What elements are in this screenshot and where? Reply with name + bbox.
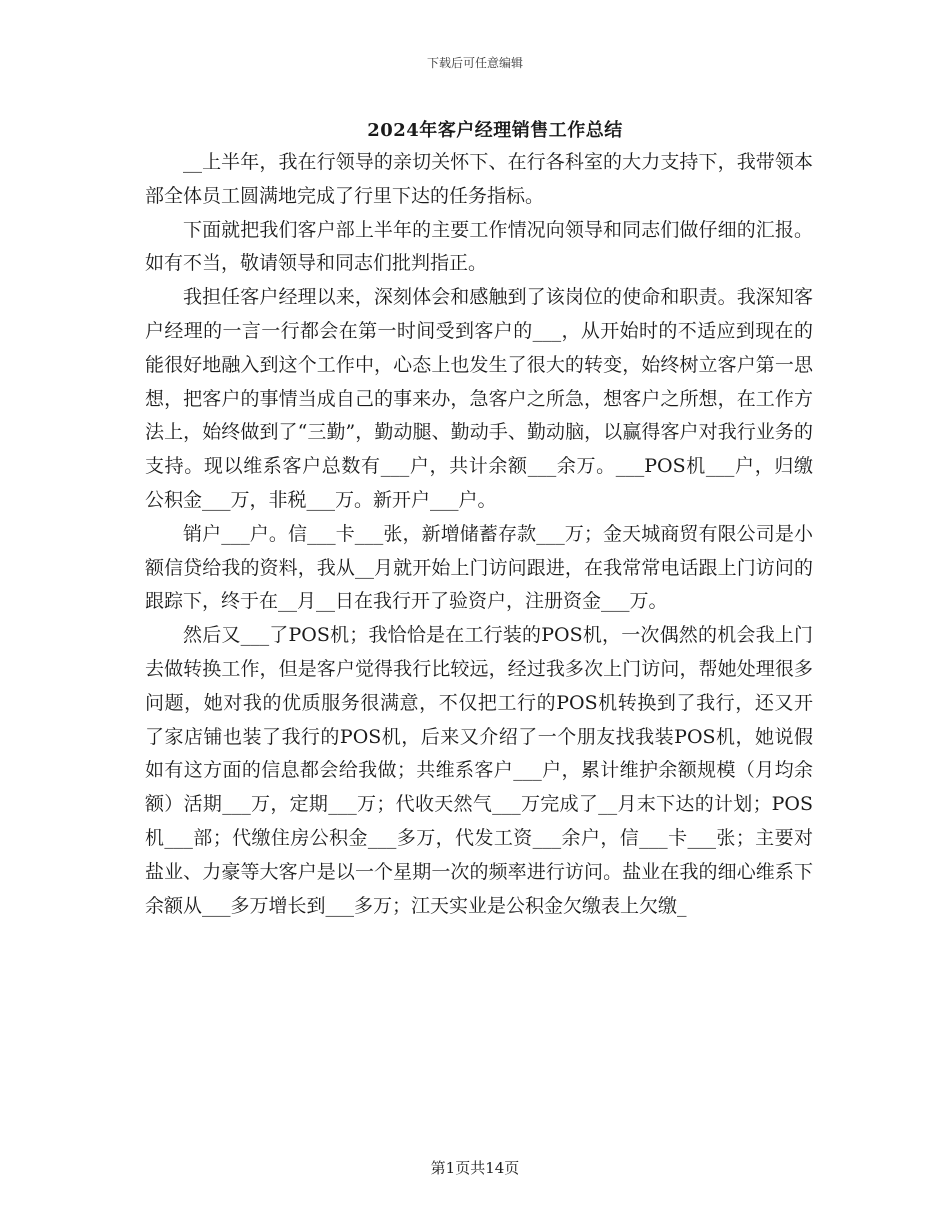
paragraph-3: 我担任客户经理以来，深刻体会和感触到了该岗位的使命和职责。我深知客户经理的一言一行都会在第一时间受到客户的___，从开始时的不适应到现在的能很好地融入到这个工作中，心态上也发生了很大的转变，始终树立客户第一思想，把客户的事情当成自己的事来办，急客户之所急，想客户之所想，在工作方法上，始终做到了“三勤”，勤动腿、勤动手、勤动脑，以赢得客户对我行业务的支持。现以维系客户总数有___户，共计余额___余万。___POS机___户，归缴公积金___万，非税___万。新开户___户。	[145, 286, 813, 511]
page-header-note: 下载后可任意编辑	[426, 56, 523, 70]
paragraph-5: 然后又___了POS机；我恰恰是在工行装的POS机，一次偶然的机会我上门去做转换工作，但是客户觉得我行比较远，经过我多次上门访问，帮她处理很多问题，她对我的优质服务很满意，不仅把工行的POS机转换到了我行，还又开了家店铺也装了我行的POS机，后来又介绍了一个朋友找我装POS机，她说假如有这方面的信息都会给我做；共维系客户___户，累计维护余额规模（月均余额）活期___万，定期___万；代收天然气___万完成了__月末下达的计划；POS机___部；代缴住房公积金___多万，代发工资___余户，信___卡___张；主要对盐业、力豪等大客户是以一个星期一次的频率进行访问。盐业在我的细心维系下余额从___多万增长到___多万；江天实业是公积金欠缴表上欠缴_	[145, 624, 813, 917]
paragraph-2: 下面就把我们客户部上半年的主要工作情况向领导和同志们做仔细的汇报。如有不当，敬请领导和同志们批判指正。	[145, 218, 813, 275]
paragraph-4: 销户___户。信___卡___张，新增储蓄存款___万；金天城商贸有限公司是小额信贷给我的资料，我从__月就开始上门访问跟进，在我常常电话跟上门访问的跟踪下，终于在__月__日在我行开了验资户，注册资金___万。	[145, 522, 813, 613]
paragraph-1: __上半年，我在行领导的亲切关怀下、在行各科室的大力支持下，我带领本部全体员工圆满地完成了行里下达的任务指标。	[145, 151, 813, 207]
document-title: 2024年客户经理销售工作总结	[367, 120, 623, 141]
page-number: 第1页共14页	[430, 1159, 520, 1177]
document-body	[145, 146, 813, 923]
